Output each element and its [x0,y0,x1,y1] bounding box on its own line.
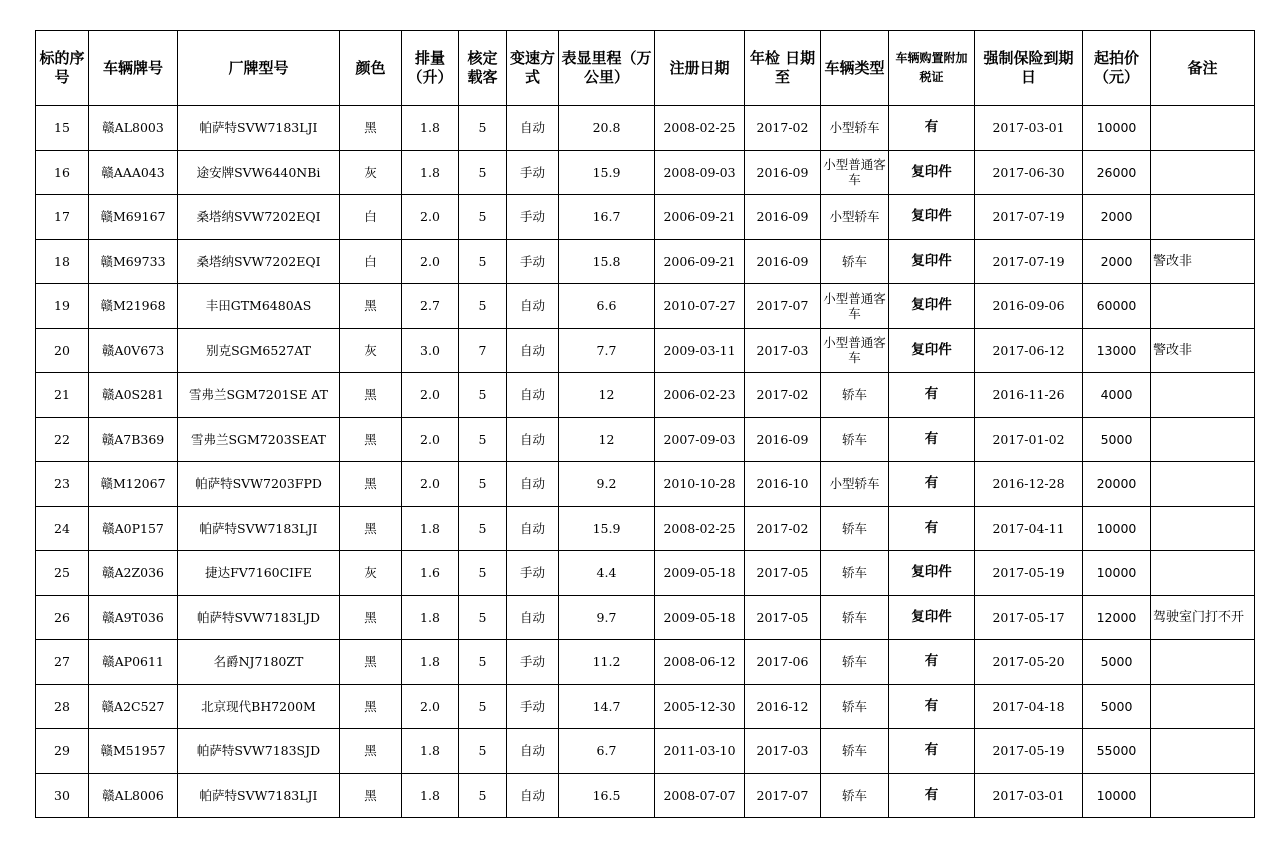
cell-inspection-date: 2017-07 [745,773,821,818]
cell-lot-number: 26 [36,595,89,640]
cell-registration-date: 2008-07-07 [655,773,745,818]
cell-model: 北京现代BH7200M [178,684,340,729]
cell-displacement: 2.0 [402,239,459,284]
table-row [36,684,1255,729]
cell-lot-number: 27 [36,640,89,685]
cell-color: 灰 [340,150,402,195]
cell-starting-price: 20000 [1083,462,1151,507]
cell-plate: 赣AAA043 [89,150,178,195]
cell-inspection-date: 2017-05 [745,595,821,640]
cell-registration-date: 2010-10-28 [655,462,745,507]
cell-registration-date: 2005-12-30 [655,684,745,729]
cell-mileage: 12 [559,417,655,462]
cell-transmission: 自动 [507,506,559,551]
cell-starting-price: 2000 [1083,239,1151,284]
header-cell-lot-number: 标的序号 [36,31,89,106]
cell-purchase-tax: 有 [889,684,975,729]
cell-lot-number: 17 [36,195,89,240]
cell-plate: 赣M69167 [89,195,178,240]
cell-displacement: 2.0 [402,373,459,418]
cell-remarks: 驾驶室门打不开 [1151,595,1255,640]
cell-color: 灰 [340,328,402,373]
cell-insurance-expiry: 2017-05-20 [975,640,1083,685]
cell-transmission: 自动 [507,729,559,774]
cell-mileage: 9.2 [559,462,655,507]
cell-purchase-tax: 有 [889,773,975,818]
cell-model: 帕萨特SVW7183LJI [178,773,340,818]
header-cell-displacement: 排量（升） [402,31,459,106]
cell-model: 帕萨特SVW7183LJI [178,506,340,551]
cell-registration-date: 2006-09-21 [655,239,745,284]
cell-vehicle-type: 小型普通客车 [821,284,889,329]
cell-inspection-date: 2017-05 [745,551,821,596]
cell-displacement: 3.0 [402,328,459,373]
cell-purchase-tax: 复印件 [889,239,975,284]
cell-insurance-expiry: 2016-11-26 [975,373,1083,418]
cell-color: 黑 [340,106,402,151]
cell-plate: 赣A9T036 [89,595,178,640]
cell-vehicle-type: 小型轿车 [821,462,889,507]
cell-model: 名爵NJ7180ZT [178,640,340,685]
header-cell-seats: 核定载客 [459,31,507,106]
cell-color: 白 [340,239,402,284]
cell-remarks [1151,640,1255,685]
cell-seats: 7 [459,328,507,373]
cell-plate: 赣M21968 [89,284,178,329]
cell-model: 雪弗兰SGM7203SEAT [178,417,340,462]
header-cell-inspection-date: 年检 日期至 [745,31,821,106]
cell-lot-number: 25 [36,551,89,596]
cell-color: 黑 [340,462,402,507]
cell-lot-number: 21 [36,373,89,418]
cell-displacement: 1.8 [402,773,459,818]
cell-model: 桑塔纳SVW7202EQI [178,239,340,284]
header-cell-color: 颜色 [340,31,402,106]
cell-purchase-tax: 有 [889,417,975,462]
cell-mileage: 15.9 [559,506,655,551]
cell-mileage: 14.7 [559,684,655,729]
table-row [36,417,1255,462]
cell-model: 途安牌SVW6440NBi [178,150,340,195]
cell-plate: 赣AP0611 [89,640,178,685]
cell-mileage: 15.8 [559,239,655,284]
cell-starting-price: 10000 [1083,106,1151,151]
header-cell-transmission: 变速方式 [507,31,559,106]
table-row [36,462,1255,507]
table-row [36,328,1255,373]
cell-seats: 5 [459,684,507,729]
cell-purchase-tax: 复印件 [889,595,975,640]
cell-lot-number: 23 [36,462,89,507]
cell-model: 雪弗兰SGM7201SE AT [178,373,340,418]
table-row [36,506,1255,551]
cell-inspection-date: 2016-09 [745,195,821,240]
cell-transmission: 自动 [507,417,559,462]
cell-mileage: 6.7 [559,729,655,774]
cell-transmission: 手动 [507,640,559,685]
cell-vehicle-type: 轿车 [821,640,889,685]
table-row [36,640,1255,685]
table-row [36,373,1255,418]
cell-seats: 5 [459,417,507,462]
cell-mileage: 15.9 [559,150,655,195]
cell-lot-number: 28 [36,684,89,729]
cell-insurance-expiry: 2016-09-06 [975,284,1083,329]
cell-model: 桑塔纳SVW7202EQI [178,195,340,240]
cell-displacement: 1.6 [402,551,459,596]
cell-color: 黑 [340,684,402,729]
cell-insurance-expiry: 2017-03-01 [975,773,1083,818]
cell-plate: 赣A2Z036 [89,551,178,596]
cell-starting-price: 10000 [1083,506,1151,551]
cell-seats: 5 [459,729,507,774]
vehicle-auction-table [35,30,1255,818]
cell-starting-price: 10000 [1083,551,1151,596]
cell-vehicle-type: 轿车 [821,417,889,462]
cell-lot-number: 15 [36,106,89,151]
cell-color: 黑 [340,417,402,462]
cell-starting-price: 5000 [1083,684,1151,729]
cell-model: 丰田GTM6480AS [178,284,340,329]
cell-vehicle-type: 轿车 [821,239,889,284]
cell-purchase-tax: 有 [889,373,975,418]
cell-mileage: 9.7 [559,595,655,640]
cell-mileage: 12 [559,373,655,418]
table-row [36,150,1255,195]
cell-registration-date: 2006-09-21 [655,195,745,240]
table-row [36,773,1255,818]
cell-vehicle-type: 轿车 [821,773,889,818]
cell-registration-date: 2009-05-18 [655,551,745,596]
cell-remarks: 警改非 [1151,328,1255,373]
cell-insurance-expiry: 2016-12-28 [975,462,1083,507]
cell-color: 黑 [340,506,402,551]
cell-remarks [1151,150,1255,195]
cell-plate: 赣AL8003 [89,106,178,151]
cell-seats: 5 [459,595,507,640]
cell-transmission: 自动 [507,106,559,151]
cell-inspection-date: 2017-02 [745,106,821,151]
cell-registration-date: 2008-02-25 [655,106,745,151]
cell-transmission: 自动 [507,373,559,418]
cell-model: 帕萨特SVW7183LJD [178,595,340,640]
cell-lot-number: 16 [36,150,89,195]
cell-transmission: 手动 [507,150,559,195]
cell-plate: 赣A0S281 [89,373,178,418]
cell-lot-number: 18 [36,239,89,284]
cell-seats: 5 [459,640,507,685]
cell-displacement: 2.0 [402,417,459,462]
cell-lot-number: 29 [36,729,89,774]
cell-vehicle-type: 轿车 [821,506,889,551]
cell-starting-price: 13000 [1083,328,1151,373]
cell-purchase-tax: 有 [889,640,975,685]
cell-mileage: 20.8 [559,106,655,151]
cell-registration-date: 2006-02-23 [655,373,745,418]
cell-vehicle-type: 小型轿车 [821,195,889,240]
cell-registration-date: 2008-06-12 [655,640,745,685]
cell-vehicle-type: 轿车 [821,595,889,640]
cell-remarks: 警改非 [1151,239,1255,284]
cell-vehicle-type: 小型轿车 [821,106,889,151]
cell-inspection-date: 2017-06 [745,640,821,685]
cell-displacement: 1.8 [402,729,459,774]
cell-inspection-date: 2016-12 [745,684,821,729]
cell-starting-price: 55000 [1083,729,1151,774]
cell-seats: 5 [459,506,507,551]
cell-lot-number: 22 [36,417,89,462]
cell-transmission: 手动 [507,239,559,284]
header-cell-remarks: 备注 [1151,31,1255,106]
cell-transmission: 自动 [507,462,559,507]
cell-remarks [1151,551,1255,596]
cell-insurance-expiry: 2017-03-01 [975,106,1083,151]
cell-purchase-tax: 复印件 [889,195,975,240]
cell-remarks [1151,373,1255,418]
cell-seats: 5 [459,195,507,240]
header-cell-model: 厂牌型号 [178,31,340,106]
cell-plate: 赣A0V673 [89,328,178,373]
cell-insurance-expiry: 2017-06-12 [975,328,1083,373]
cell-insurance-expiry: 2017-05-17 [975,595,1083,640]
cell-seats: 5 [459,284,507,329]
cell-displacement: 1.8 [402,506,459,551]
header-cell-starting-price: 起拍价（元） [1083,31,1151,106]
cell-mileage: 4.4 [559,551,655,596]
header-row [36,31,1255,106]
table-body [36,106,1255,818]
cell-seats: 5 [459,150,507,195]
cell-vehicle-type: 轿车 [821,684,889,729]
cell-color: 黑 [340,773,402,818]
cell-remarks [1151,106,1255,151]
cell-starting-price: 2000 [1083,195,1151,240]
table-row [36,595,1255,640]
cell-remarks [1151,462,1255,507]
cell-vehicle-type: 轿车 [821,729,889,774]
header-cell-vehicle-type: 车辆类型 [821,31,889,106]
cell-starting-price: 5000 [1083,640,1151,685]
cell-plate: 赣M69733 [89,239,178,284]
cell-model: 别克SGM6527AT [178,328,340,373]
cell-remarks [1151,684,1255,729]
cell-inspection-date: 2016-09 [745,417,821,462]
cell-registration-date: 2008-02-25 [655,506,745,551]
cell-inspection-date: 2017-07 [745,284,821,329]
cell-displacement: 1.8 [402,150,459,195]
cell-lot-number: 24 [36,506,89,551]
cell-displacement: 2.0 [402,195,459,240]
cell-inspection-date: 2017-03 [745,729,821,774]
cell-purchase-tax: 有 [889,462,975,507]
cell-inspection-date: 2017-02 [745,506,821,551]
cell-inspection-date: 2016-10 [745,462,821,507]
table-row [36,729,1255,774]
cell-insurance-expiry: 2017-04-11 [975,506,1083,551]
cell-registration-date: 2007-09-03 [655,417,745,462]
cell-color: 黑 [340,640,402,685]
cell-registration-date: 2009-03-11 [655,328,745,373]
cell-transmission: 手动 [507,195,559,240]
cell-starting-price: 4000 [1083,373,1151,418]
cell-inspection-date: 2017-02 [745,373,821,418]
cell-registration-date: 2011-03-10 [655,729,745,774]
cell-seats: 5 [459,239,507,284]
header-cell-plate: 车辆牌号 [89,31,178,106]
cell-starting-price: 10000 [1083,773,1151,818]
cell-insurance-expiry: 2017-05-19 [975,729,1083,774]
table-row [36,284,1255,329]
cell-plate: 赣M12067 [89,462,178,507]
cell-seats: 5 [459,462,507,507]
cell-plate: 赣A0P157 [89,506,178,551]
cell-starting-price: 12000 [1083,595,1151,640]
header-cell-insurance-expiry: 强制保险到期日 [975,31,1083,106]
cell-model: 帕萨特SVW7183LJI [178,106,340,151]
cell-model: 捷达FV7160CIFE [178,551,340,596]
cell-purchase-tax: 复印件 [889,328,975,373]
cell-starting-price: 26000 [1083,150,1151,195]
cell-transmission: 自动 [507,595,559,640]
table-row [36,551,1255,596]
cell-displacement: 2.7 [402,284,459,329]
cell-remarks [1151,284,1255,329]
cell-color: 黑 [340,284,402,329]
cell-registration-date: 2008-09-03 [655,150,745,195]
cell-insurance-expiry: 2017-06-30 [975,150,1083,195]
cell-transmission: 自动 [507,773,559,818]
cell-insurance-expiry: 2017-07-19 [975,239,1083,284]
cell-starting-price: 5000 [1083,417,1151,462]
cell-insurance-expiry: 2017-07-19 [975,195,1083,240]
cell-seats: 5 [459,106,507,151]
cell-transmission: 自动 [507,328,559,373]
table-row [36,106,1255,151]
cell-color: 白 [340,195,402,240]
cell-transmission: 自动 [507,284,559,329]
cell-remarks [1151,729,1255,774]
cell-mileage: 16.5 [559,773,655,818]
cell-seats: 5 [459,773,507,818]
cell-seats: 5 [459,373,507,418]
cell-inspection-date: 2016-09 [745,239,821,284]
header-cell-mileage: 表显里程（万公里） [559,31,655,106]
table-row [36,239,1255,284]
cell-insurance-expiry: 2017-04-18 [975,684,1083,729]
cell-color: 黑 [340,729,402,774]
cell-purchase-tax: 复印件 [889,284,975,329]
cell-displacement: 2.0 [402,462,459,507]
header-cell-purchase-tax: 车辆购置附加税证 [889,31,975,106]
cell-starting-price: 60000 [1083,284,1151,329]
cell-mileage: 6.6 [559,284,655,329]
cell-plate: 赣M51957 [89,729,178,774]
cell-purchase-tax: 有 [889,506,975,551]
cell-plate: 赣AL8006 [89,773,178,818]
cell-transmission: 手动 [507,684,559,729]
cell-mileage: 16.7 [559,195,655,240]
cell-vehicle-type: 小型普通客车 [821,328,889,373]
cell-color: 黑 [340,373,402,418]
cell-mileage: 7.7 [559,328,655,373]
cell-remarks [1151,506,1255,551]
cell-vehicle-type: 轿车 [821,551,889,596]
cell-inspection-date: 2016-09 [745,150,821,195]
cell-vehicle-type: 小型普通客车 [821,150,889,195]
cell-lot-number: 30 [36,773,89,818]
cell-inspection-date: 2017-03 [745,328,821,373]
header-cell-registration-date: 注册日期 [655,31,745,106]
cell-registration-date: 2010-07-27 [655,284,745,329]
cell-registration-date: 2009-05-18 [655,595,745,640]
cell-model: 帕萨特SVW7203FPD [178,462,340,507]
cell-purchase-tax: 复印件 [889,150,975,195]
cell-color: 灰 [340,551,402,596]
cell-purchase-tax: 有 [889,106,975,151]
cell-lot-number: 19 [36,284,89,329]
cell-color: 黑 [340,595,402,640]
cell-displacement: 1.8 [402,106,459,151]
cell-remarks [1151,195,1255,240]
cell-transmission: 手动 [507,551,559,596]
cell-remarks [1151,417,1255,462]
cell-remarks [1151,773,1255,818]
cell-displacement: 1.8 [402,640,459,685]
cell-insurance-expiry: 2017-05-19 [975,551,1083,596]
cell-model: 帕萨特SVW7183SJD [178,729,340,774]
cell-seats: 5 [459,551,507,596]
table-row [36,195,1255,240]
cell-lot-number: 20 [36,328,89,373]
cell-displacement: 2.0 [402,684,459,729]
cell-mileage: 11.2 [559,640,655,685]
cell-vehicle-type: 轿车 [821,373,889,418]
cell-purchase-tax: 有 [889,729,975,774]
cell-insurance-expiry: 2017-01-02 [975,417,1083,462]
cell-displacement: 1.8 [402,595,459,640]
cell-purchase-tax: 复印件 [889,551,975,596]
cell-plate: 赣A2C527 [89,684,178,729]
cell-plate: 赣A7B369 [89,417,178,462]
